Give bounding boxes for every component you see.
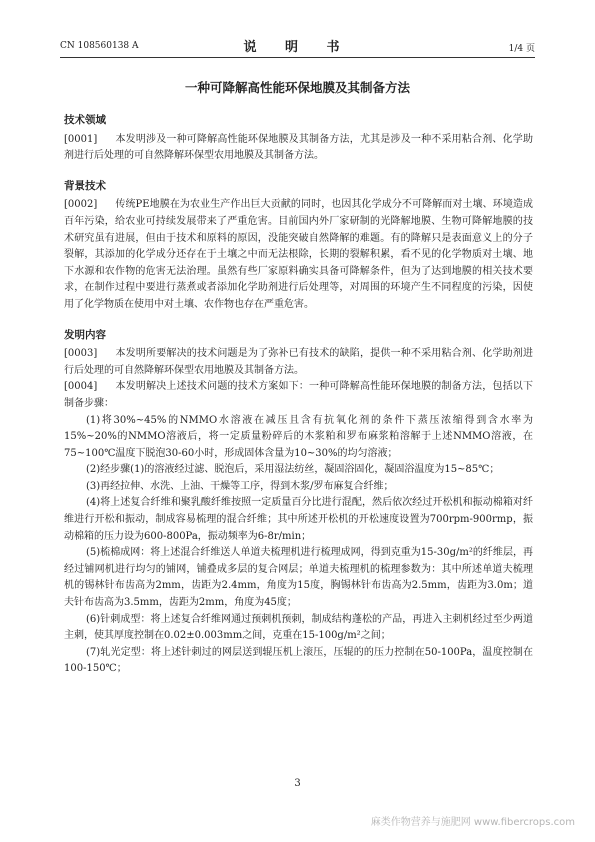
step-2: (2)经步骤(1)的溶液经过滤、脱泡后，采用湿法纺丝，凝固浴固化，凝固浴温度为15~85℃； [86, 464, 500, 476]
step-1: (1)将30%~45%的NMMO水溶液在减压且含有抗氧化剂的条件下蒸压浓缩得到含水率为15%~20%的NMMO溶液后，将一定质量粉碎后的木浆粕和罗布麻浆粕溶解于上述NMMO溶液，在75~100℃温度下脱泡30-60小时，形成固体含量为10~30%的均匀溶液； [64, 414, 533, 459]
page-header [60, 38, 535, 54]
paragraph-0004 [64, 379, 533, 412]
paragraph-number: [0004] [64, 381, 98, 393]
paragraph-0002 [64, 197, 533, 313]
publication-number: CN 108560138 A [60, 41, 139, 51]
page-info: 1/4 页 [508, 44, 535, 54]
paragraph-text: 传统PE地膜在为农业生产作出巨大贡献的同时，也因其化学成分不可降解而对土壤、环境造成百年污染，给农业可持续发展带来了严重危害。目前国内外厂家研制的光降解地膜、生物可降解地膜的技术研究虽有进展，但由于技术和原料的原因，没能突破自然降解的难题。有的降解只是表面意义上的分子裂解，其添加的化学成分还存在于土壤之中而无法根除，长期的裂解积累，看不见的化学物质对土壤、地下水源和农作物的危害无法治理。虽然有些厂家原料确实具备可降解条件，但为了达到地膜的相关技术要求，在制作过程中要进行蒸煮或者添加化学助剂进行后处理等，对周围的环境产生不同程度的污染，因使用了化学物质在使用中对土壤、农作物也存在严重危害。 [64, 199, 533, 310]
paragraph-text: 本发明涉及一种可降解高性能环保地膜及其制备方法，尤其是涉及一种不采用粘合剂、化学助剂进行后处理的可自然降解环保型农用地膜及其制备方法。 [64, 133, 533, 162]
section-heading-tech-field: 技术领域 [64, 114, 106, 126]
paragraph-text: 本发明解决上述技术问题的技术方案如下：一种可降解高性能环保地膜的制备方法，包括以下制备步骤： [64, 381, 533, 409]
paragraph-text: 本发明所要解决的技术问题是为了弥补已有技术的缺陷，提供一种不采用粘合剂、化学助剂进行后处理的可自然降解环保型农用地膜及其制备方法。 [64, 348, 533, 376]
patent-title: 一种可降解高性能环保地膜及其制备方法 [184, 80, 410, 95]
section-heading-invention: 发明内容 [64, 328, 106, 341]
site-watermark: 麻类作物营养与施肥网 www.fibercrops.com [370, 817, 575, 828]
step-5: (5)梳棉成网：将上述混合纤维送人单道夫梳理机进行梳理成网，得到克重为15-30g/m²的纤维层，再经过铺网机进行均匀的铺网，铺叠成多层的复合网层；单道夫梳理机的梳理参数为：其中所述单道夫梳理机的锡林针布齿高为2mm，齿距为2.4mm，角度为15度，胸锡林针布齿高为2.5mm，齿距为3.0m；道夫针布齿高为3.5mm，齿距为2mm，角度为45度； [64, 547, 533, 609]
section-heading-background: 背景技术 [64, 179, 106, 192]
step-7: (7)轧光定型：将上述针刺过的网层送到辊压机上滚压，压辊的的压力控制在50-100Pa，温度控制在100-150℃； [64, 646, 533, 675]
paragraph-number: [0003] [64, 348, 98, 360]
paragraph-number: [0001] [64, 133, 98, 145]
header-divider [60, 57, 535, 58]
step-3: (3)再经拉伸、水洗、上油、干燥等工序，得到木浆/罗布麻复合纤维； [86, 480, 394, 492]
step-6: (6)针刺成型：将上述复合纤维网通过预刺机预刺，制成结构蓬松的产品，再进入主刺机经过至少两道主刺，使其厚度控制在0.02±0.003mm之间，克重在15-100g/m²之间； [64, 613, 533, 642]
document-body [64, 112, 533, 678]
paragraph-0001 [64, 132, 533, 165]
document-type-title: 说 明 书 [243, 40, 352, 55]
paragraph-0003 [64, 346, 533, 379]
page-number: 3 [294, 778, 301, 789]
step-4: (4)将上述复合纤维和聚乳酸纤维按照一定质量百分比进行混配，然后依次经过开松机和振动棉箱对纤维进行开松和振动，制成容易梳理的混合纤维；其中所述开松机的开松速度设置为700rpm-900rmp，振动棉箱的压力设为600-800Pa，振动频率为6-8r/min； [64, 497, 533, 542]
paragraph-number: [0002] [64, 199, 98, 211]
